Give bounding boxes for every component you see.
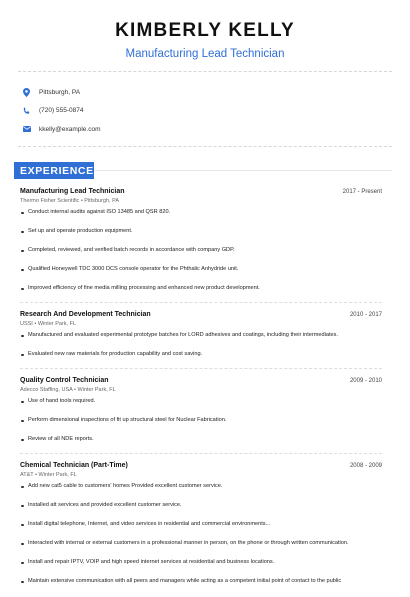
contact-item-location	[22, 83, 101, 101]
job-employer: AT&T • Winter Park, FL	[20, 472, 77, 478]
job-bullets	[20, 332, 382, 370]
job-entry	[20, 377, 382, 454]
contact-email-text: kkelly@example.com	[39, 125, 101, 133]
bullet-item: Install digital telephone, Internet, and video services in residential and commercial environments...	[20, 521, 382, 540]
job-dates: 2010 - 2017	[349, 312, 382, 318]
contact-item-email	[22, 120, 101, 138]
job-dates: 2009 - 2010	[349, 378, 382, 384]
bullet-item: Add new cat5 cable to customers' homes Provided excellent customer service.	[20, 483, 382, 502]
divider	[18, 71, 392, 72]
bullet-item: Improved efficiency of fine media milling processing and enhanced new product development.	[20, 285, 382, 304]
contact-list	[22, 83, 101, 139]
bullet-item: Evaluated new raw materials for production capability and cost saving.	[20, 351, 382, 370]
section-rule	[94, 170, 392, 171]
bullet-item: Install and repair IPTV, VOIP and high speed internet services at residential and business locations.	[20, 559, 382, 578]
email-icon	[22, 125, 31, 134]
job-bullets	[20, 398, 382, 455]
bullet-item: Maintain extensive communication with all peers and managers while acting as a competent initial point of contact to the public	[20, 578, 382, 597]
candidate-role: Manufacturing Lead Technician	[125, 48, 285, 60]
bullet-item: Manufactured and evaluated experimental prototype batches for LORD adhesives and coatings, including their intermediates.	[20, 332, 382, 351]
bullet-item: Set up and operate production equipment.	[20, 228, 382, 247]
job-dates: 2008 - 2009	[349, 463, 382, 469]
bullet-item: Use of hand tools required.	[20, 398, 382, 417]
resume-header	[0, 0, 410, 60]
phone-icon	[22, 106, 31, 115]
job-employer: USSI • Winter Park, FL	[20, 321, 77, 327]
contact-item-phone	[22, 102, 101, 120]
divider	[18, 146, 392, 147]
job-employer: Adecco Staffing, USA • Winter Park, FL	[20, 387, 116, 393]
bullet-item: Qualified Honeywell TDC 3000 DCS console operator for the Phthalic Anhydride unit.	[20, 266, 382, 285]
job-dates: 2017 - Present	[342, 189, 382, 195]
job-bullets	[20, 483, 382, 597]
bullet-item: Review of all NDE reports.	[20, 436, 382, 455]
contact-phone-text: (720) 555-0874	[39, 107, 84, 114]
bullet-item: Interacted with internal or external customers in a professional manner in person, on the phone or through written communication.	[20, 540, 382, 559]
bullet-item: Completed, reviewed, and verified batch records in accordance with company GDP.	[20, 247, 382, 266]
job-title: Quality Control Technician	[20, 377, 109, 384]
job-title: Manufacturing Lead Technician	[20, 188, 125, 195]
bullet-item: Perform dimensional inspections of fit up structural steel for Nuclear Fabrication.	[20, 417, 382, 436]
bullet-item: Installed att services and provided excellent customer service.	[20, 502, 382, 521]
candidate-name: KIMBERLY KELLY	[115, 20, 295, 41]
section-heading-experience: EXPERIENCE	[14, 162, 94, 179]
job-title: Chemical Technician (Part-Time)	[20, 462, 128, 469]
experience-list	[20, 188, 382, 597]
job-employer: Thermo Fisher Scientific • Pittsburgh, PA	[20, 198, 120, 204]
contact-location-text: Pittsburgh, PA	[39, 88, 81, 96]
job-entry	[20, 462, 382, 597]
bullet-item: Conduct internal audits against ISO 13485 and QSR 820.	[20, 209, 382, 228]
job-entry	[20, 311, 382, 369]
location-pin-icon	[22, 88, 31, 97]
job-entry	[20, 188, 382, 303]
job-bullets	[20, 209, 382, 304]
job-title: Research And Development Technician	[20, 311, 151, 318]
